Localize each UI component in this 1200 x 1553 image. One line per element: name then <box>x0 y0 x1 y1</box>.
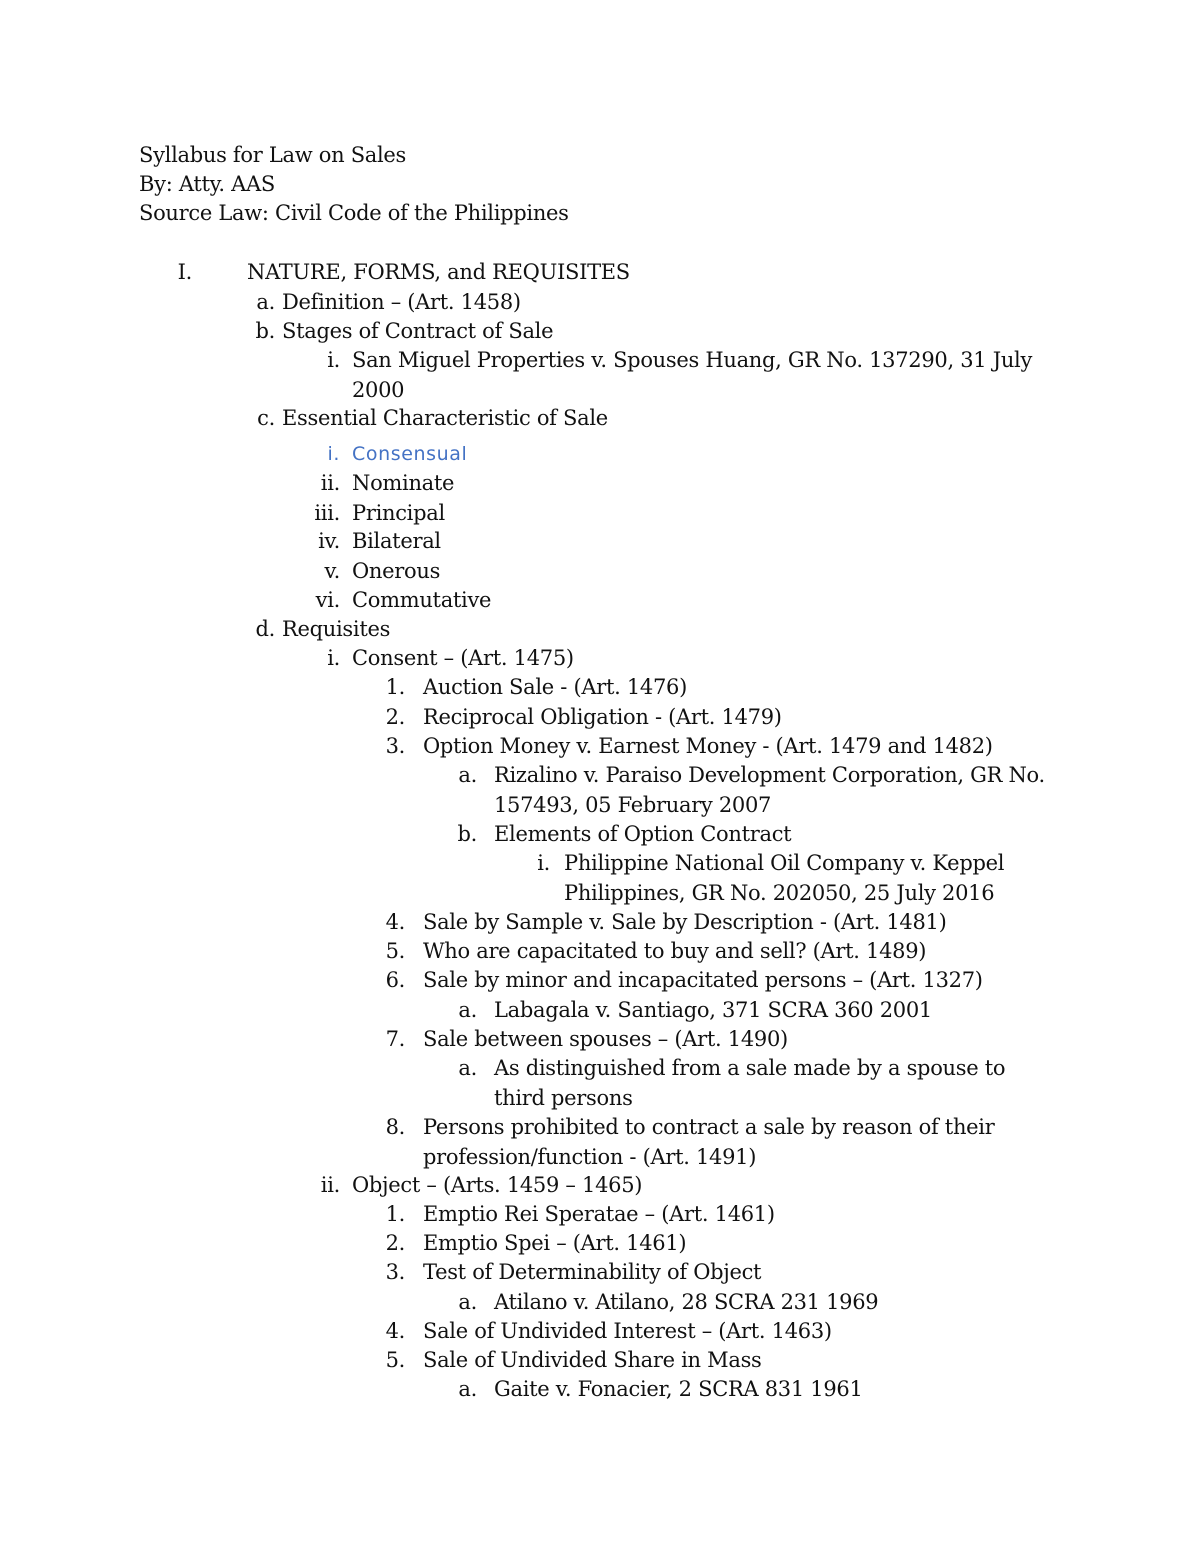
list-item-text: Sale by Sample v. Sale by Description - (Art. 1481) <box>423 910 947 934</box>
list-item <box>0 820 1200 850</box>
list-marker: 1. <box>385 675 405 699</box>
list-item-text: Persons prohibited to contract a sale by reason of their profession/function - (Art. 1491) <box>423 1115 995 1169</box>
list-marker: a. <box>458 1056 477 1080</box>
list-item <box>0 996 1200 1026</box>
document-title: Syllabus for Law on Sales <box>139 143 407 167</box>
list-marker: c. <box>257 406 275 430</box>
list-item-text: Elements of Option Contract <box>494 822 792 846</box>
list-item-text: Commutative <box>352 588 492 612</box>
list-item <box>0 1346 1200 1376</box>
list-marker: 1. <box>385 1202 405 1226</box>
list-marker: 7. <box>385 1027 405 1051</box>
list-marker: i. <box>537 851 550 875</box>
list-marker: b. <box>457 822 477 846</box>
document-author: By: Atty. AAS <box>139 172 275 196</box>
list-marker: a. <box>458 998 477 1022</box>
list-item <box>0 404 1200 434</box>
list-item-text: Emptio Spei – (Art. 1461) <box>423 1231 687 1255</box>
list-marker: i. <box>327 348 340 372</box>
list-item <box>0 732 1200 762</box>
list-marker: iv. <box>318 529 340 553</box>
list-item <box>0 499 1200 529</box>
list-item <box>0 1025 1200 1055</box>
list-marker: 5. <box>385 1348 405 1372</box>
list-item-text: San Miguel Properties v. Spouses Huang, GR No. 137290, 31 July 2000 <box>352 348 1033 402</box>
list-marker: 6. <box>385 968 405 992</box>
list-item <box>0 703 1200 733</box>
list-marker: 4. <box>385 1319 405 1343</box>
list-marker: a. <box>458 1377 477 1401</box>
list-marker: ii. <box>320 471 340 495</box>
list-item <box>0 557 1200 587</box>
list-marker: 4. <box>385 910 405 934</box>
list-marker: d. <box>255 617 275 641</box>
list-marker: a. <box>458 763 477 787</box>
list-item-text: Principal <box>352 501 445 525</box>
list-item-text: Sale of Undivided Share in Mass <box>423 1348 762 1372</box>
list-item-text: Emptio Rei Speratae – (Art. 1461) <box>423 1202 775 1226</box>
list-item <box>0 615 1200 645</box>
list-item-text: Bilateral <box>352 529 441 553</box>
list-item <box>0 644 1200 674</box>
list-item <box>0 317 1200 347</box>
list-item <box>0 761 1200 821</box>
list-item <box>0 937 1200 967</box>
list-item-text: Who are capacitated to buy and sell? (Art. 1489) <box>423 939 927 963</box>
list-item <box>0 966 1200 996</box>
list-marker: 5. <box>385 939 405 963</box>
list-item <box>0 469 1200 499</box>
list-item <box>0 1200 1200 1230</box>
list-item <box>0 346 1200 406</box>
list-item-text: Stages of Contract of Sale <box>282 319 554 343</box>
list-item-text: Gaite v. Fonacier, 2 SCRA 831 1961 <box>494 1377 863 1401</box>
list-marker: b. <box>255 319 275 343</box>
list-marker: 8. <box>385 1115 405 1139</box>
list-item-highlighted <box>0 440 1200 470</box>
list-item-text: Sale of Undivided Interest – (Art. 1463) <box>423 1319 832 1343</box>
list-item <box>0 1258 1200 1288</box>
list-item-text: Sale between spouses – (Art. 1490) <box>423 1027 788 1051</box>
list-marker: 2. <box>385 705 405 729</box>
list-item <box>0 1171 1200 1201</box>
list-item-text: Reciprocal Obligation - (Art. 1479) <box>423 705 782 729</box>
list-item <box>0 1288 1200 1318</box>
list-item <box>0 673 1200 703</box>
list-item <box>0 586 1200 616</box>
list-item-text: Option Money v. Earnest Money - (Art. 1479 and 1482) <box>423 734 993 758</box>
list-item-text: Labagala v. Santiago, 371 SCRA 360 2001 <box>494 998 932 1022</box>
list-item-text: Onerous <box>352 559 441 583</box>
list-marker: 3. <box>385 1260 405 1284</box>
list-item <box>0 1113 1200 1173</box>
list-item-text: Auction Sale - (Art. 1476) <box>423 675 687 699</box>
list-item-text: Philippine National Oil Company v. Keppel Philippines, GR No. 202050, 25 July 2016 <box>564 851 1005 905</box>
list-item-text: Atilano v. Atilano, 28 SCRA 231 1969 <box>494 1290 879 1314</box>
list-marker: iii. <box>314 501 340 525</box>
list-item <box>0 1375 1200 1405</box>
list-item <box>0 908 1200 938</box>
list-marker: I. <box>177 260 192 284</box>
list-marker: a. <box>458 1290 477 1314</box>
list-item <box>0 1054 1200 1114</box>
document-source-law: Source Law: Civil Code of the Philippines <box>139 201 569 225</box>
list-item-text: As distinguished from a sale made by a spouse to third persons <box>494 1056 1006 1110</box>
list-item-text: Object – (Arts. 1459 – 1465) <box>352 1173 643 1197</box>
section-title: NATURE, FORMS, and REQUISITES <box>247 260 630 284</box>
list-item-text: Sale by minor and incapacitated persons – (Art. 1327) <box>423 968 983 992</box>
list-item <box>0 1229 1200 1259</box>
list-item-text: Nominate <box>352 471 455 495</box>
list-item <box>0 849 1200 909</box>
list-marker: vi. <box>315 588 340 612</box>
list-item-text: Definition – (Art. 1458) <box>282 290 521 314</box>
list-marker: 3. <box>385 734 405 758</box>
list-item-text: Essential Characteristic of Sale <box>282 406 608 430</box>
list-item-text: Consensual <box>352 443 468 465</box>
list-marker: v. <box>324 559 340 583</box>
list-item <box>0 288 1200 318</box>
list-marker: a. <box>256 290 275 314</box>
list-item <box>0 527 1200 557</box>
list-item-text: Rizalino v. Paraiso Development Corporation, GR No. 157493, 05 February 2007 <box>494 763 1045 817</box>
list-marker: i. <box>327 646 340 670</box>
list-item-text: Consent – (Art. 1475) <box>352 646 574 670</box>
list-item-text: Test of Determinability of Object <box>423 1260 762 1284</box>
list-marker: 2. <box>385 1231 405 1255</box>
list-item <box>0 1317 1200 1347</box>
section-heading <box>0 258 1200 288</box>
list-item-text: Requisites <box>282 617 391 641</box>
list-marker: ii. <box>320 1173 340 1197</box>
list-marker: i. <box>327 443 340 465</box>
